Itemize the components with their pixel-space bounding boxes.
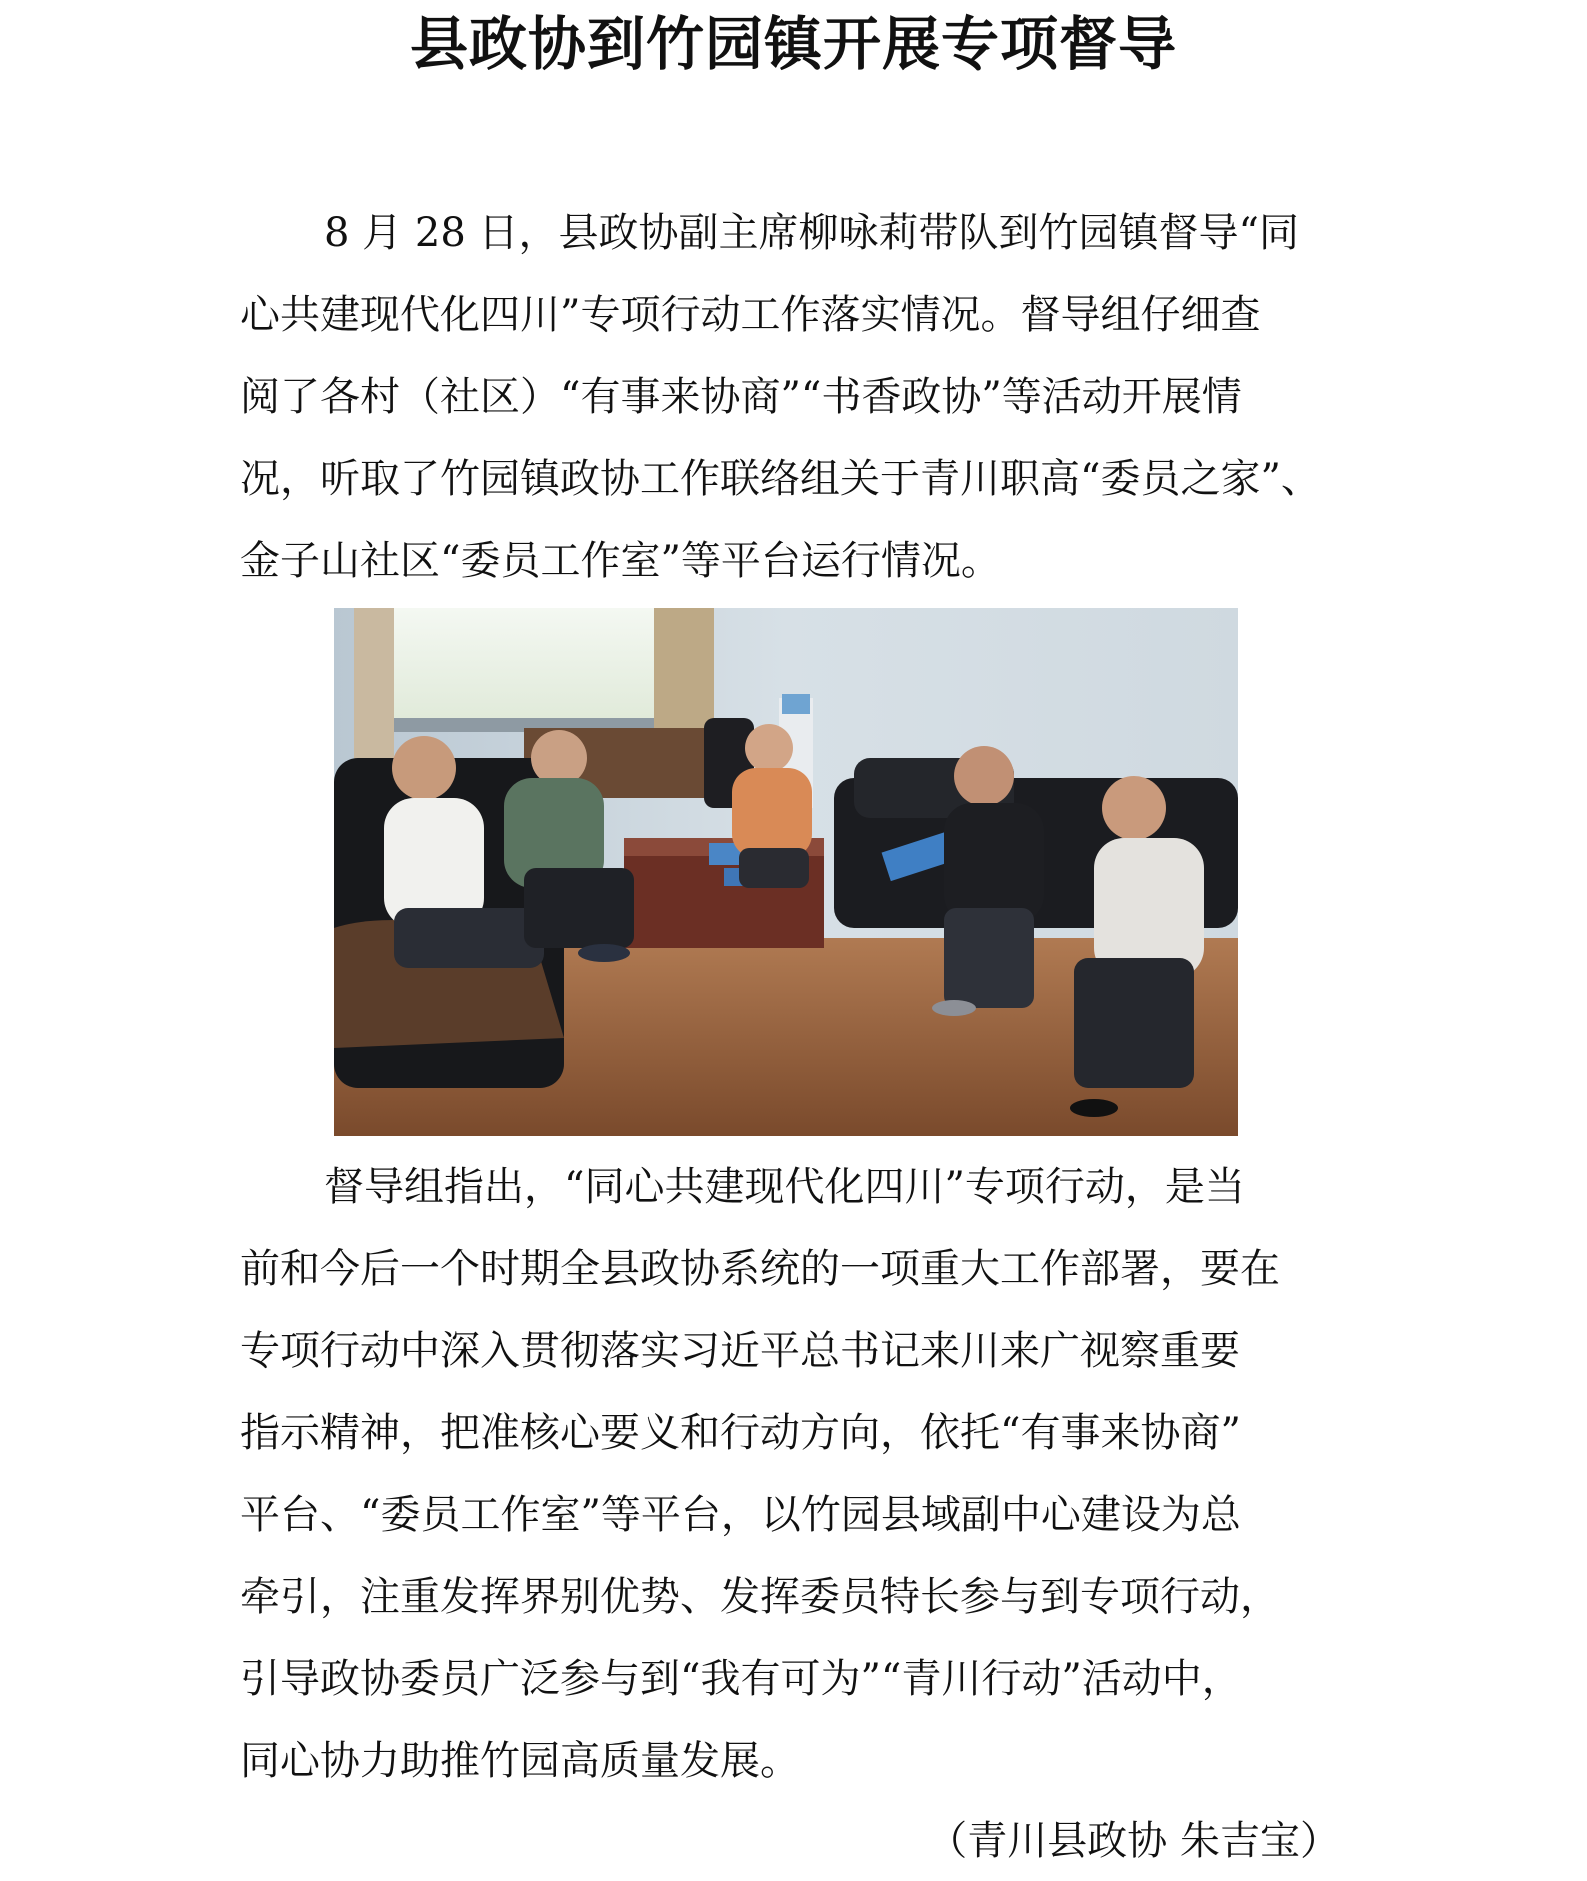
paragraph-line: 指示精神，把准核心要义和行动方向，依托“有事来协商”	[240, 1410, 1241, 1456]
paragraph-line: 心共建现代化四川”专项行动工作落实情况。督导组仔细查	[240, 292, 1261, 338]
paragraph-line: 况，听取了竹园镇政协工作联络组关于青川职高“委员之家”、	[240, 456, 1321, 502]
paragraph-body	[240, 1146, 1360, 1802]
paragraph-line: 阅了各村（社区）“有事来协商”“书香政协”等活动开展情	[240, 374, 1242, 420]
paragraph-line: 牵引，注重发挥界别优势、发挥委员特长参与到专项行动，	[240, 1574, 1280, 1620]
author-byline: （青川县政协 朱吉宝）	[927, 1818, 1340, 1864]
paragraph-line: 引导政协委员广泛参与到“我有可为”“青川行动”活动中，	[240, 1656, 1242, 1702]
paragraph-line: 金子山社区“委员工作室”等平台运行情况。	[240, 538, 1001, 584]
paragraph-line: 专项行动中深入贯彻落实习近平总书记来川来广视察重要	[240, 1328, 1240, 1374]
paragraph-line: 前和今后一个时期全县政协系统的一项重大工作部署，要在	[240, 1246, 1280, 1292]
meeting-photo	[334, 608, 1238, 1136]
paragraph-intro	[240, 192, 1360, 602]
meeting-photo-illustration	[334, 608, 1238, 1136]
paragraph-line: 督导组指出，“同心共建现代化四川”专项行动，是当	[324, 1164, 1245, 1210]
paragraph-line: 同心协力助推竹园高质量发展。	[240, 1738, 800, 1784]
paragraph-line: 8 月 28 日，县政协副主席柳咏莉带队到竹园镇督导“同	[324, 210, 1299, 256]
article-title: 县政协到竹园镇开展专项督导	[409, 10, 1177, 78]
paragraph-line: 平台、“委员工作室”等平台，以竹园县域副中心建设为总	[240, 1492, 1241, 1538]
